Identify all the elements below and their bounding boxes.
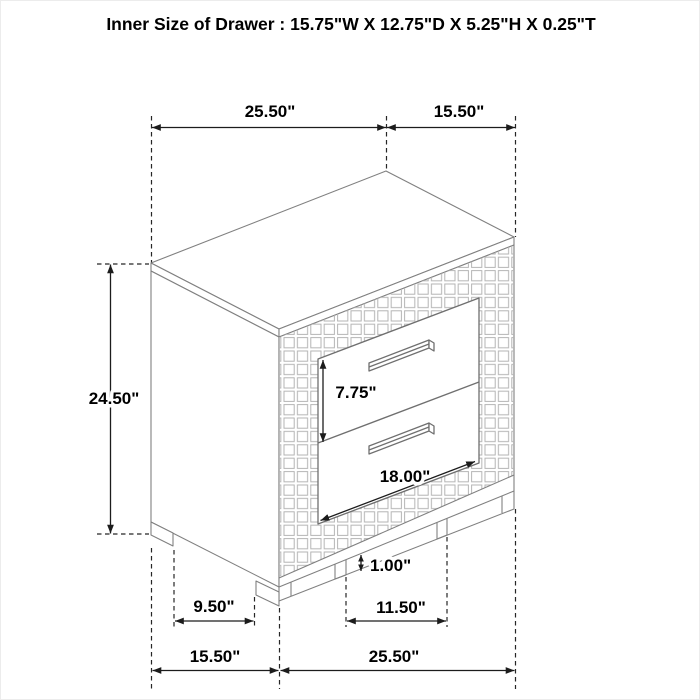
dim-base-depth-label: 15.50" (189, 647, 241, 666)
dim-foot-height-label: 1.00" (370, 556, 412, 575)
dim-front-foot-gap-label: 11.50" (376, 598, 426, 617)
diagram-title: Inner Size of Drawer : 15.75"W X 12.75"D X 5.25"H X 0.25"T (106, 14, 596, 34)
dim-top-depth-label: 15.50" (433, 102, 485, 121)
nightstand-dimension-diagram (1, 1, 700, 700)
dim-side-foot-gap-label: 9.50" (193, 597, 235, 616)
dim-drawer-width-label: 18.00" (379, 467, 431, 486)
dim-drawer-height-label: 7.75" (335, 383, 377, 402)
dim-top-width-label: 25.50" (244, 102, 296, 121)
dim-height-label: 24.50" (88, 389, 140, 408)
nightstand-drawing (151, 171, 515, 606)
dim-base-width-label: 25.50" (368, 647, 420, 666)
